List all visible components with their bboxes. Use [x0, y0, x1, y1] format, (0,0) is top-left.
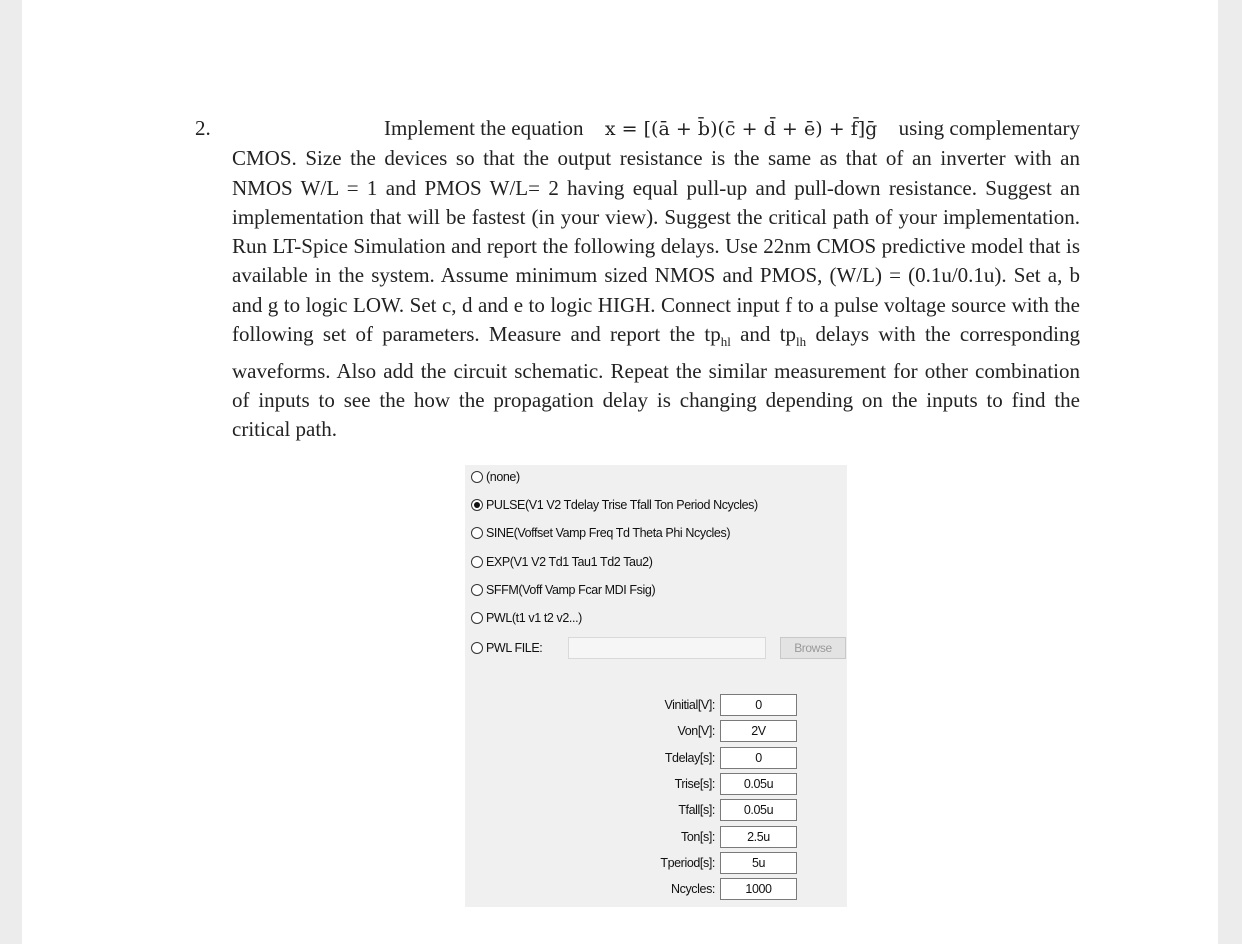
- option-pwl-label: PWL(t1 v1 t2 v2...): [486, 611, 582, 625]
- option-sffm-label: SFFM(Voff Vamp Fcar MDI Fsig): [486, 583, 656, 597]
- ncycles-input[interactable]: 1000: [720, 878, 797, 900]
- radio-pwl-file[interactable]: [471, 642, 483, 654]
- radio-sffm[interactable]: [471, 584, 483, 596]
- option-exp-label: EXP(V1 V2 Td1 Tau1 Td2 Tau2): [486, 555, 653, 569]
- tfall-label: Tfall[s]:: [678, 803, 715, 817]
- tdelay-label: Tdelay[s]:: [664, 751, 715, 765]
- trise-input[interactable]: 0.05u: [720, 773, 797, 795]
- question-text: [232, 114, 1080, 444]
- radio-exp[interactable]: [471, 556, 483, 568]
- option-pwl-file-label: PWL FILE:: [486, 641, 543, 655]
- vinitial-label: Vinitial[V]:: [664, 698, 715, 712]
- tfall-input[interactable]: 0.05u: [720, 799, 797, 821]
- ton-label: Ton[s]:: [680, 830, 715, 844]
- option-sine-label: SINE(Voffset Vamp Freq Td Theta Phi Ncycles): [486, 526, 731, 540]
- tperiod-input[interactable]: 5u: [720, 852, 797, 874]
- logic-equation: x = [(ā + b̄)(c̄ + d̄ + ē) + f̄]ḡ: [604, 118, 878, 140]
- option-pwl-file[interactable]: [471, 639, 542, 657]
- option-pulse[interactable]: [471, 496, 758, 514]
- option-pulse-label: PULSE(V1 V2 Tdelay Trise Tfall Ton Period Ncycles): [486, 498, 758, 512]
- trise-label: Trise[s]:: [674, 777, 715, 791]
- question-body: using complementary CMOS. Size the devices so that the output resistance is the same as that of an inverter with an NMOS W/L = 1 and PMOS W/L= 2 having equal pull-up and pull-down resistance. Suggest an implementation that will be fastest (in your view). Suggest the critical path of your implementation. Run LT-Spice Simulation and report the following delays. Use 22nm CMOS predictive model that is available in the system. Assume minimum sized NMOS and PMOS, (W/L) = (0.1u/0.1u). Set a, b and g to logic LOW. Set c, d and e to logic HIGH. Connect input f to a pulse voltage source with the following set of parameters. Measure and report the: [232, 116, 1081, 347]
- radio-pulse[interactable]: [471, 499, 483, 511]
- option-pwl[interactable]: [471, 609, 582, 627]
- pwl-file-input[interactable]: [568, 637, 766, 659]
- von-input[interactable]: 2V: [720, 720, 797, 742]
- question-number: 2.: [195, 116, 211, 140]
- option-sine[interactable]: [471, 524, 730, 542]
- question-intro: Implement the equation: [384, 116, 584, 140]
- tplh-label: $tp_{lh}$: [779, 322, 807, 350]
- tdelay-input[interactable]: 0: [720, 747, 797, 769]
- radio-pwl[interactable]: [471, 612, 483, 624]
- independent-voltage-source-dialog: [465, 465, 847, 907]
- radio-sine[interactable]: [471, 527, 483, 539]
- ncycles-label: Ncycles:: [670, 882, 715, 896]
- tperiod-label: Tperiod[s]:: [660, 856, 715, 870]
- tphl-label: $tp_{hl}$: [704, 322, 731, 350]
- and-word: and: [740, 322, 771, 347]
- option-exp[interactable]: [471, 553, 652, 571]
- browse-button[interactable]: Browse: [780, 637, 846, 659]
- ton-input[interactable]: 2.5u: [720, 826, 797, 848]
- von-label: Von[V]:: [677, 724, 715, 738]
- vinitial-input[interactable]: 0: [720, 694, 797, 716]
- option-none-label: (none): [486, 470, 520, 484]
- question-tail: delays with the corresponding waveforms. Also add the circuit schematic. Repeat the similar measurement for other combination of inputs to see the how the propagation delay is changing depending on the inputs to find the critical path.: [232, 322, 1081, 442]
- option-none[interactable]: [471, 468, 520, 486]
- radio-none[interactable]: [471, 471, 483, 483]
- option-sffm[interactable]: [471, 581, 655, 599]
